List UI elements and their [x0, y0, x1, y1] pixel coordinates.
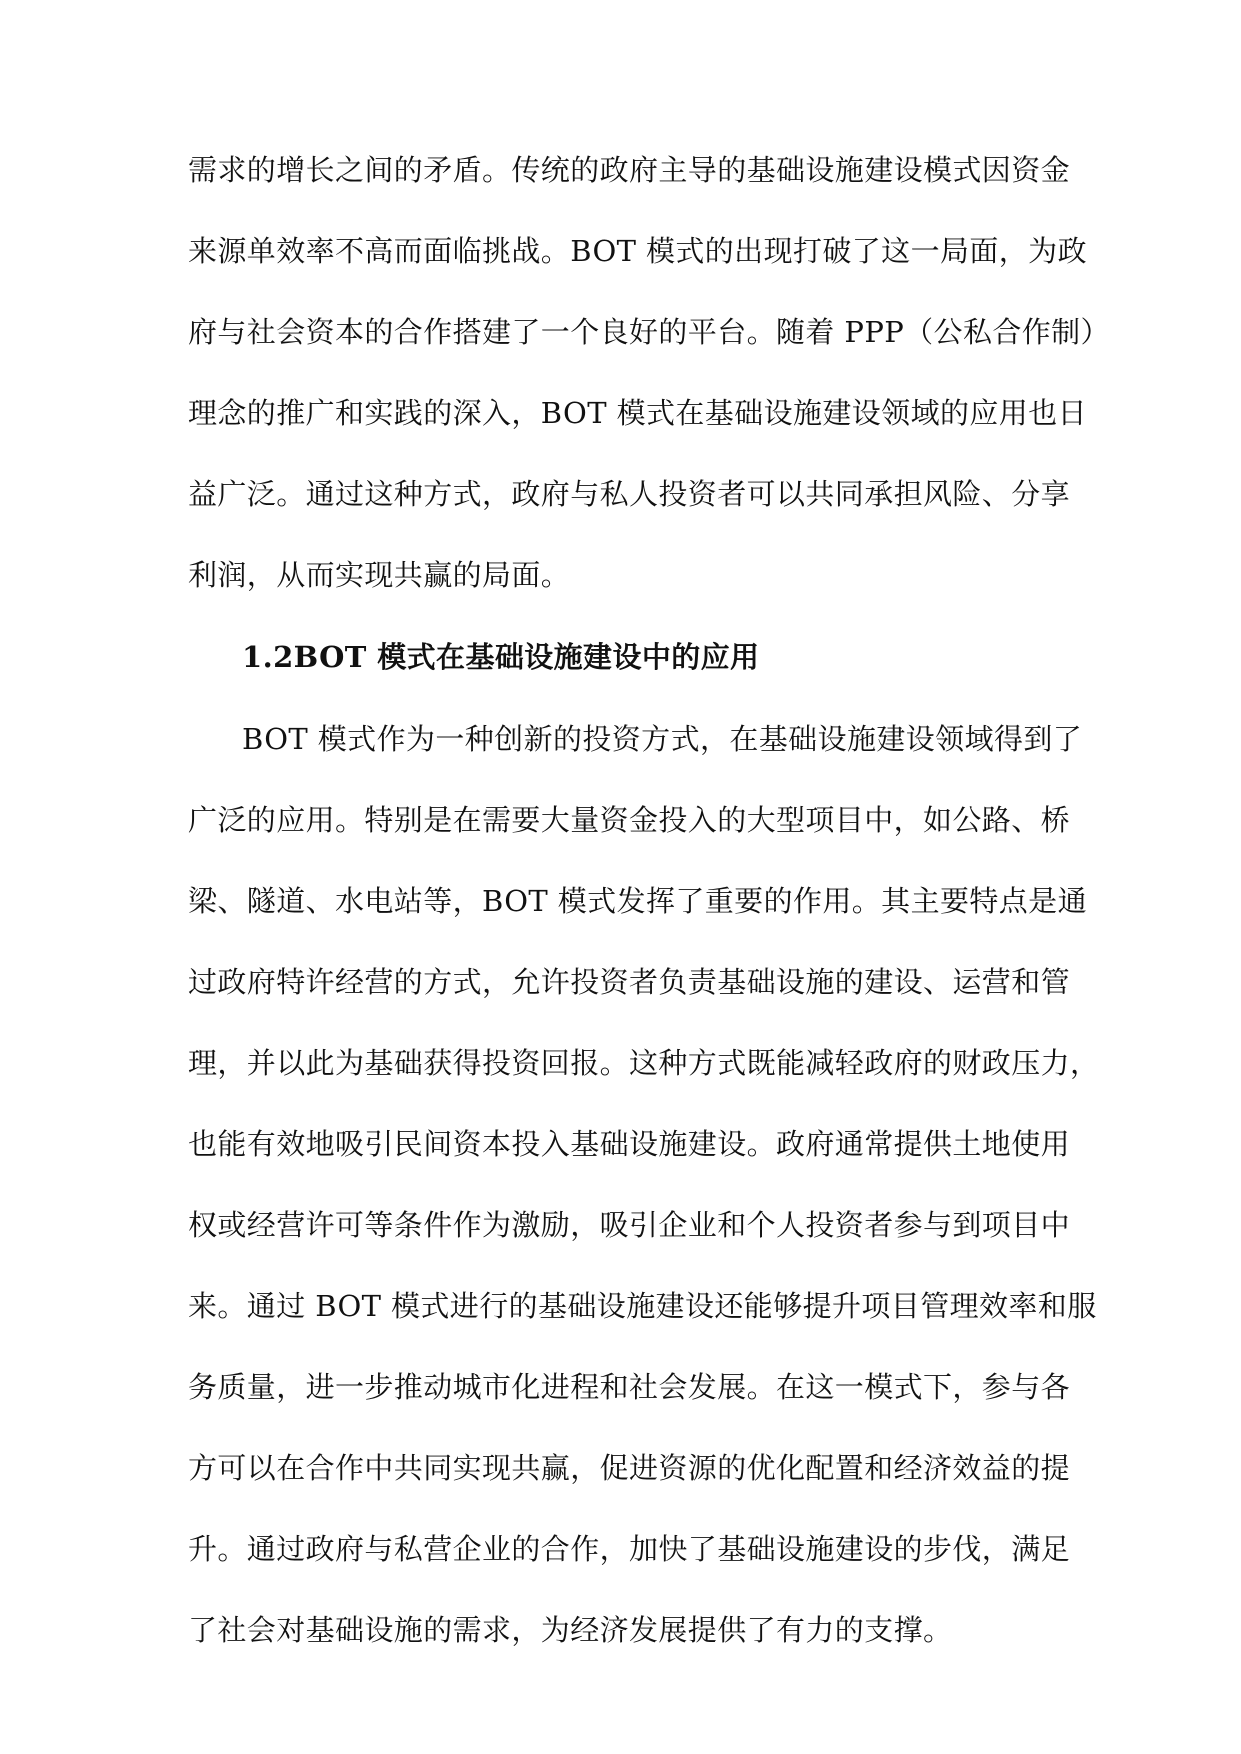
text-line: 需求的增长之间的矛盾。传统的政府主导的基础设施建设模式因资金: [188, 153, 1071, 187]
text-line: 益广泛。通过这种方式，政府与私人投资者可以共同承担风险、分享: [188, 477, 1071, 511]
text-line: 升。通过政府与私营企业的合作，加快了基础设施建设的步伐，满足: [188, 1532, 1071, 1566]
section-heading: 1.2BOT 模式在基础设施建设中的应用: [242, 640, 760, 674]
document-page: [188, 0, 1110, 1754]
text-line: BOT 模式作为一种创新的投资方式，在基础设施建设领域得到了: [242, 722, 1083, 756]
text-line: 理念的推广和实践的深入，BOT 模式在基础设施建设领域的应用也日: [188, 396, 1087, 430]
text-line: 过政府特许经营的方式，允许投资者负责基础设施的建设、运营和管: [188, 965, 1071, 999]
text-line: 梁、隧道、水电站等，BOT 模式发挥了重要的作用。其主要特点是通: [188, 884, 1087, 918]
text-line: 理，并以此为基础获得投资回报。这种方式既能减轻政府的财政压力，: [188, 1046, 1100, 1080]
text-line: 广泛的应用。特别是在需要大量资金投入的大型项目中，如公路、桥: [188, 803, 1071, 837]
text-line: 也能有效地吸引民间资本投入基础设施建设。政府通常提供土地使用: [188, 1127, 1071, 1161]
text-line: 来。通过 BOT 模式进行的基础设施建设还能够提升项目管理效率和服: [188, 1289, 1097, 1323]
text-line: 利润，从而实现共赢的局面。: [188, 558, 571, 592]
text-line: 来源单效率不高而面临挑战。BOT 模式的出现打破了这一局面，为政: [188, 234, 1087, 268]
text-line: 权或经营许可等条件作为激励，吸引企业和个人投资者参与到项目中: [188, 1208, 1071, 1242]
text-line: 了社会对基础设施的需求，为经济发展提供了有力的支撑。: [188, 1613, 953, 1647]
text-line: 务质量，进一步推动城市化进程和社会发展。在这一模式下，参与各: [188, 1370, 1071, 1404]
text-line: 府与社会资本的合作搭建了一个良好的平台。随着 PPP（公私合作制）: [188, 315, 1110, 349]
text-line: 方可以在合作中共同实现共赢，促进资源的优化配置和经济效益的提: [188, 1451, 1071, 1485]
